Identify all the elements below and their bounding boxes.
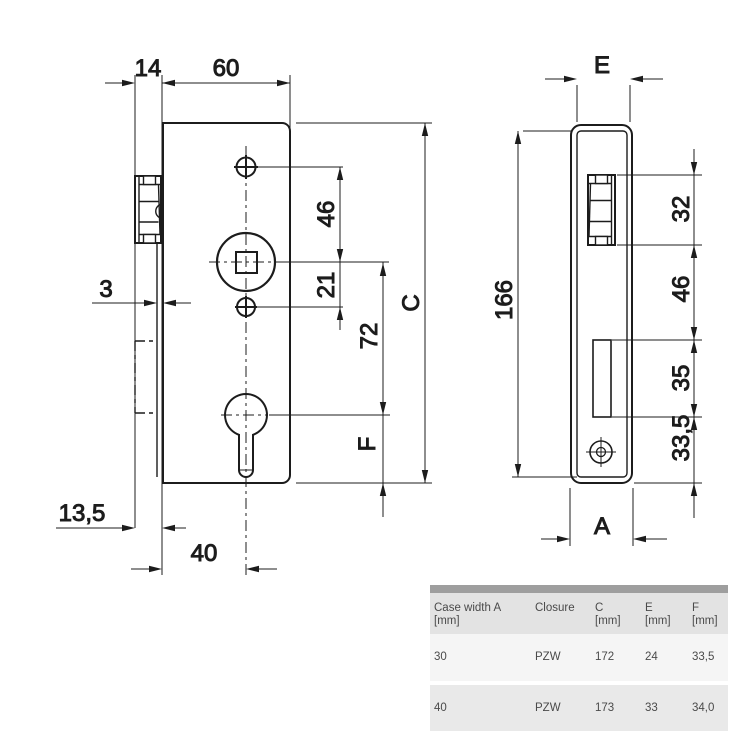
- dim-label-13-5: 13,5: [58, 500, 106, 527]
- cell-c: 172: [595, 651, 615, 663]
- col-header-c: C [mm]: [595, 602, 621, 627]
- cell-f: 34,0: [692, 701, 715, 714]
- dim-label-166: 166: [491, 279, 518, 321]
- cell-case-width: 40: [434, 701, 447, 714]
- dim-label-33-5: 33,5: [668, 414, 695, 462]
- cell-closure: PZW: [535, 651, 561, 663]
- front-latch-bolt: [135, 176, 163, 243]
- side-latch-bolt: [588, 175, 615, 245]
- table-row-30: [430, 634, 728, 681]
- dim-label-40: 40: [190, 540, 218, 567]
- side-view: [491, 52, 702, 546]
- table-row-40: [430, 685, 728, 731]
- dim-label-C: C: [398, 294, 425, 312]
- dim-label-46-front: 46: [313, 200, 340, 228]
- cell-c: 173: [595, 701, 615, 714]
- dim-label-60: 60: [212, 55, 240, 82]
- col-header-closure: Closure: [535, 602, 575, 614]
- col-header-e: E [mm]: [645, 602, 671, 627]
- dim-label-21: 21: [313, 271, 340, 299]
- dim-label-35: 35: [668, 364, 695, 392]
- side-deadbolt-slot: [593, 340, 611, 417]
- front-center-lines: [209, 146, 281, 575]
- side-dimension-lines: [512, 79, 702, 546]
- front-view: [56, 55, 432, 575]
- dim-label-32: 32: [668, 195, 695, 223]
- cell-f: 33,5: [692, 651, 715, 663]
- dim-label-14: 14: [134, 55, 162, 82]
- front-screw-hole-top: [234, 155, 258, 179]
- dim-label-A: A: [593, 513, 611, 540]
- dim-label-E: E: [593, 52, 611, 79]
- front-screw-hole-lower: [235, 296, 257, 318]
- col-header-f: F [mm]: [692, 602, 718, 627]
- cell-e: 24: [645, 651, 658, 663]
- table-header-row: [430, 593, 728, 634]
- col-header-case-width: Case width A [mm]: [434, 602, 502, 627]
- dim-label-46-side: 46: [668, 275, 695, 303]
- cell-e: 33: [645, 701, 658, 714]
- dim-label-3: 3: [99, 276, 113, 303]
- dim-label-72: 72: [356, 322, 383, 350]
- side-screw-hole: [586, 437, 616, 467]
- cell-case-width: 30: [434, 651, 447, 663]
- table-top-strip: [430, 585, 728, 593]
- spec-table: [430, 585, 728, 731]
- dim-label-F: F: [354, 436, 381, 452]
- cell-closure: PZW: [535, 701, 561, 714]
- side-arrowheads: [515, 76, 697, 542]
- front-deadbolt-dashed: [135, 341, 157, 413]
